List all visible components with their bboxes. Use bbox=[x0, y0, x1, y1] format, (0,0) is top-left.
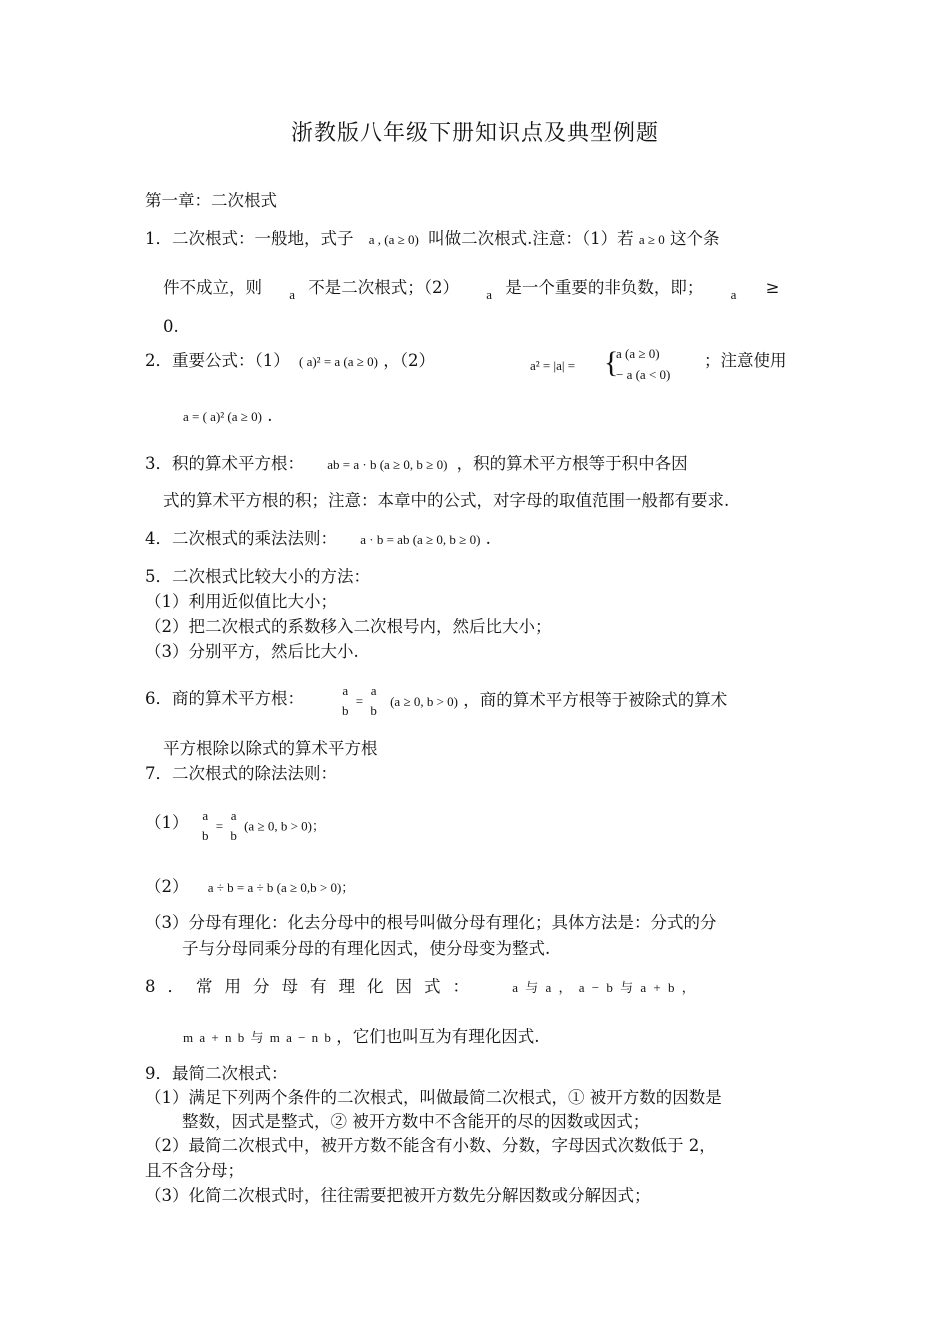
s1-formula-5: a bbox=[730, 287, 737, 302]
section-2-line-1 bbox=[145, 350, 435, 373]
s1-text-d: 件不成立，则 bbox=[163, 278, 262, 297]
s7-item-3-line-2: 子与分母同乘分母的有理化因式，使分母变为整式. bbox=[182, 939, 551, 958]
s2-formula-2: a² = |a| = bbox=[530, 358, 576, 373]
s6-formula-1: (a ≥ 0, b > 0) bbox=[390, 693, 458, 709]
s2-case-1: a (a ≥ 0) bbox=[616, 346, 660, 361]
section-9-heading: 9．最简二次根式： bbox=[145, 1064, 288, 1083]
section-1-line-2 bbox=[163, 277, 779, 300]
s3-formula-1: ab = a · b (a ≥ 0, b ≥ 0) bbox=[327, 457, 448, 472]
section-2-line-2 bbox=[183, 405, 273, 428]
s7-numerator-2: a bbox=[230, 808, 237, 823]
s4-text-b: . bbox=[485, 529, 491, 548]
s6-numerator-1: a bbox=[342, 683, 349, 698]
s1-formula-4: a bbox=[486, 287, 493, 302]
s7-denominator-1: b bbox=[202, 828, 209, 843]
s4-text-a: 4．二次根式的乘法法则： bbox=[145, 529, 337, 548]
chapter-heading: 第一章：二次根式 bbox=[145, 191, 277, 210]
s7-formula-1: (a ≥ 0, b > 0)； bbox=[244, 818, 325, 834]
s8-formula-1: a 与 a ， a − b 与 a + b ， bbox=[512, 980, 695, 995]
section-1-line-3: 0. bbox=[163, 317, 179, 336]
s6-fraction-group bbox=[340, 681, 727, 721]
s7-item-1-prefix: （1） bbox=[145, 813, 189, 832]
s2-text-e: . bbox=[267, 406, 273, 425]
section-8-line-1 bbox=[145, 976, 695, 999]
s2-text-d: ；注意使用 bbox=[704, 351, 787, 370]
s7-fraction-right bbox=[230, 806, 237, 846]
document-title: 浙教版八年级下册知识点及典型例题 bbox=[290, 121, 659, 146]
s1-text-b: 叫做二次根式.注意：（1）若 bbox=[428, 229, 634, 248]
s2-formula-3: a = ( a)² (a ≥ 0) bbox=[183, 409, 262, 424]
section-1-line-1 bbox=[145, 228, 720, 251]
section-3-line-1 bbox=[145, 453, 688, 476]
section-5-item-3: （3）分别平方，然后比大小. bbox=[145, 642, 359, 661]
s6-fraction-right bbox=[370, 681, 377, 721]
s2-text-b: ，（2） bbox=[383, 351, 435, 370]
s1-text-a: 1．二次根式：一般地，式子 bbox=[145, 229, 354, 248]
s7-fraction-group bbox=[200, 806, 325, 846]
s1-text-f: 是一个重要的非负数，即； bbox=[505, 278, 704, 297]
s1-formula-2: a ≥ 0 bbox=[638, 232, 665, 247]
s6-text-a: 6．商的算术平方根： bbox=[145, 689, 304, 708]
section-7-heading: 7．二次根式的除法法则： bbox=[145, 764, 337, 783]
section-9-item-1-line-2: 整数，因式是整式，② 被开方数中不含能开的尽的因数或因式； bbox=[182, 1112, 650, 1131]
s7-fraction-left bbox=[202, 806, 209, 846]
section-9-item-2-line-2: 且不含分母； bbox=[145, 1161, 244, 1180]
s6-denominator-2: b bbox=[370, 703, 377, 718]
s6-numerator-2: a bbox=[370, 683, 377, 698]
section-6-line-2: 平方根除以除式的算术平方根 bbox=[163, 739, 378, 758]
s2-text-a: 2．重要公式：（1） bbox=[145, 351, 290, 370]
section-5-item-1: （1）利用近似值比大小； bbox=[145, 592, 337, 611]
section-6-line-1 bbox=[145, 688, 304, 710]
s7-formula-2: a ÷ b = a ÷ b (a ≥ 0,b > 0)； bbox=[207, 880, 355, 895]
s4-formula-1: a · b = ab (a ≥ 0, b ≥ 0) bbox=[360, 532, 481, 547]
s1-text-c: 这个条 bbox=[670, 229, 720, 248]
section-8-line-2 bbox=[183, 1026, 539, 1049]
section-5-heading: 5．二次根式比较大小的方法： bbox=[145, 567, 370, 586]
s6-denominator-1: b bbox=[342, 703, 349, 718]
s1-formula-1: a , (a ≥ 0) bbox=[368, 232, 419, 247]
section-9-item-3: （3）化简二次根式时，往往需要把被开方数先分解因数或分解因式； bbox=[145, 1186, 651, 1205]
section-9-item-1-line-1: （1）满足下列两个条件的二次根式，叫做最简二次根式，① 被开方数的因数是 bbox=[145, 1088, 722, 1107]
s6-equals: = bbox=[355, 693, 364, 709]
s1-text-g: ≥ bbox=[765, 278, 780, 297]
s8-text-a: 8．常用分母有理化因式： bbox=[145, 977, 481, 996]
s8-text-b: ，它们也叫互为有理化因式. bbox=[336, 1027, 540, 1046]
s7-equals: = bbox=[215, 818, 224, 834]
s1-formula-3: a bbox=[289, 287, 296, 302]
section-5-item-2: （2）把二次根式的系数移入二次根号内，然后比大小； bbox=[145, 617, 552, 636]
section-9-item-2-line-1: （2）最简二次根式中，被开方数不能含有小数、分数，字母因式次数低于 2， bbox=[145, 1136, 716, 1155]
s1-text-e: 不是二次根式；（2） bbox=[308, 278, 460, 297]
s7-item-2 bbox=[145, 876, 354, 899]
s3-text-a: 3．积的算术平方根： bbox=[145, 454, 304, 473]
s3-text-b: ，积的算术平方根等于积中各因 bbox=[456, 454, 688, 473]
section-4-line-1 bbox=[145, 528, 491, 551]
s8-formula-2: m a + n b 与 m a − n b bbox=[183, 1030, 331, 1045]
s7-denominator-2: b bbox=[230, 828, 237, 843]
s6-text-b: ，商的算术平方根等于被除式的算术 bbox=[463, 690, 728, 710]
s2-case-2: − a (a < 0) bbox=[616, 367, 671, 382]
s6-fraction-left bbox=[342, 681, 349, 721]
s7-item-3-line-1: （3）分母有理化：化去分母中的根号叫做分母有理化；具体方法是：分式的分 bbox=[145, 913, 717, 932]
s2-brace: { bbox=[604, 346, 619, 379]
s7-item-2-prefix: （2） bbox=[145, 877, 189, 896]
section-3-line-2: 式的算术平方根的积；注意：本章中的公式，对字母的取值范围一般都有要求. bbox=[163, 491, 730, 510]
s2-formula-1: ( a)² = a (a ≥ 0) bbox=[299, 354, 378, 369]
s7-numerator-1: a bbox=[202, 808, 209, 823]
